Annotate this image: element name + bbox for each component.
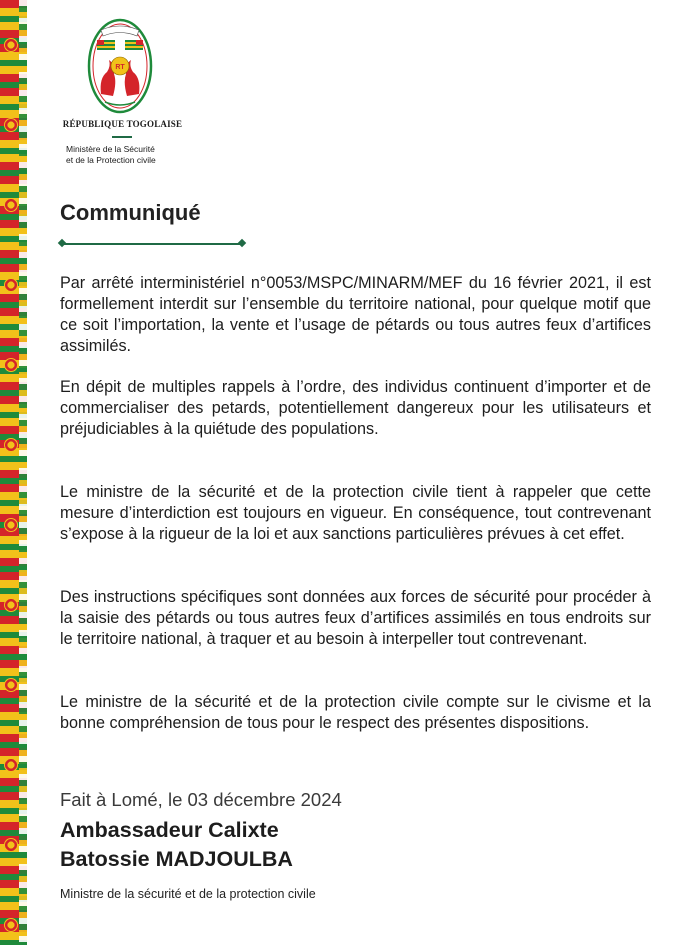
paragraph-4: Des instructions spécifiques sont données aux forces de sécurité pour procéder à la saisie des pétards ou tous autres feux d’artifices assimilés en tous endroits sur le territoire national, à traquer et au besoin à interpeller tout contrevenant. [60, 588, 651, 648]
ministry-name [66, 144, 178, 166]
coat-of-arms-motto: RT [115, 64, 125, 71]
border-medallion [4, 358, 18, 372]
border-medallion [4, 678, 18, 692]
border-medallion [4, 918, 18, 932]
border-medallion [4, 598, 18, 612]
paragraph-5: Le ministre de la sécurité et de la protection civile compte sur le civisme et la bonne compréhension de tous pour le respect des présentes dispositions. [60, 693, 651, 732]
paragraph-3: Le ministre de la sécurité et de la protection civile tient à rappeler que cette mesure d’interdiction est toujours en vigueur. En conséquence, tout contrevenant s’expose à la rigueur de la loi et aux sanctions particulières prévues à cet effet. [60, 483, 651, 543]
border-medallion [4, 198, 18, 212]
document-title: Communiqué [60, 200, 201, 225]
signatory-name [60, 816, 293, 874]
paragraph-2: En dépit de multiples rappels à l’ordre, des individus continuent d’importer et de commercialiser des petards, potentiellement dangereux pour les utilisateurs et préjudiciables à la quiétude des populations. [60, 378, 651, 438]
country-divider [112, 136, 132, 138]
border-medallion [4, 38, 18, 52]
country-name: RÉPUBLIQUE TOGOLAISE [62, 119, 183, 129]
coat-of-arms-logo [87, 16, 153, 116]
border-medallion [4, 118, 18, 132]
signatory-role: Ministre de la sécurité et de la protection civile [60, 887, 316, 901]
decorative-side-border [0, 0, 27, 945]
border-medallion [4, 518, 18, 532]
signatory-name-line-1: Ambassadeur Calixte [60, 818, 279, 842]
border-medallion [4, 278, 18, 292]
signatory-name-line-2: Batossie MADJOULBA [60, 847, 293, 871]
ministry-line-2: et de la Protection civile [66, 155, 156, 165]
ministry-line-1: Ministère de la Sécurité [66, 144, 155, 154]
border-medallion [4, 838, 18, 852]
title-underline-divider [62, 243, 242, 245]
paragraph-1: Par arrêté interministériel n°0053/MSPC/MINARM/MEF du 16 février 2021, il est formellement interdit sur l’ensemble du territoire national, pour quelque motif que ce soit l’importation, la vente et l’usage de pétards ou tous autres feux d’artifices assimilés. [60, 274, 651, 355]
place-and-date: Fait à Lomé, le 03 décembre 2024 [60, 789, 342, 810]
border-medallion [4, 758, 18, 772]
border-medallion [4, 438, 18, 452]
